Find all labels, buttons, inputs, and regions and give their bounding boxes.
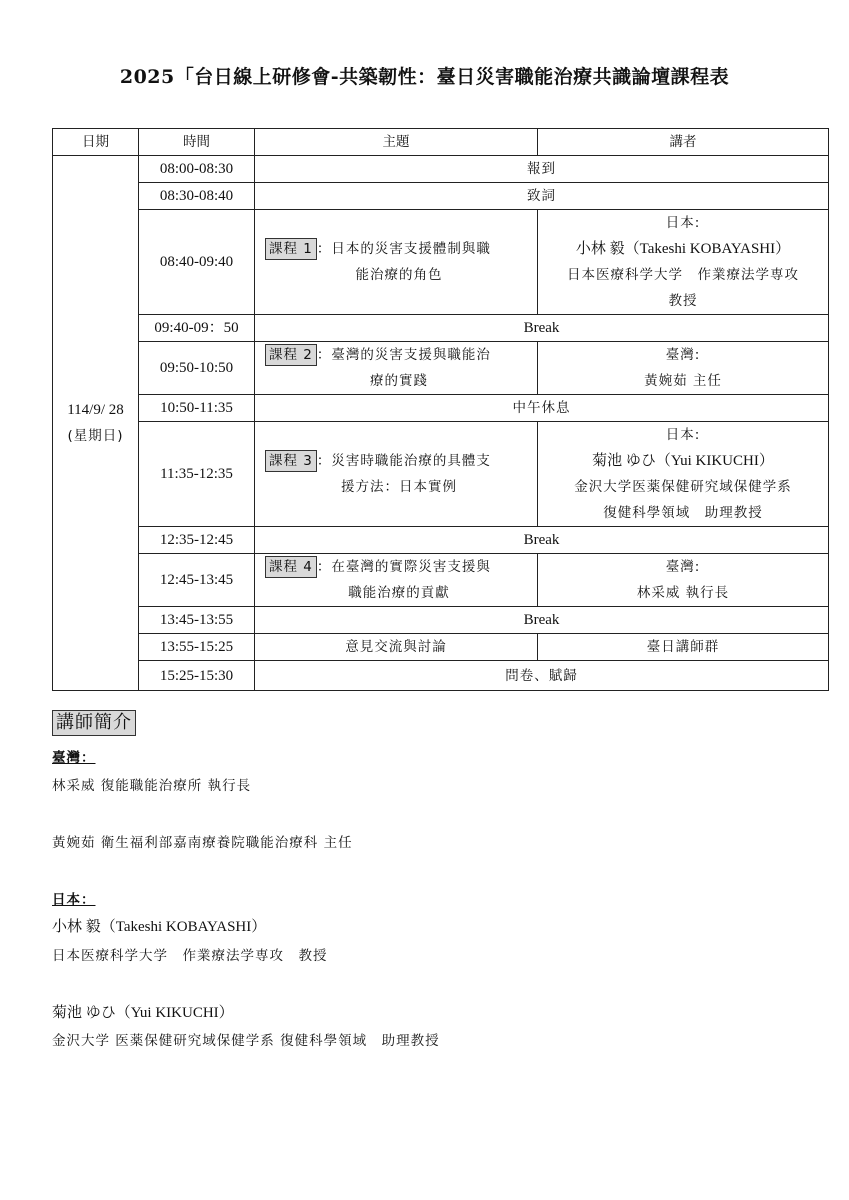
topic-line1: ：在臺灣的實際災害支援與 xyxy=(316,559,491,575)
span-cell: Break xyxy=(255,527,829,554)
table-row xyxy=(53,156,829,183)
speaker-country: 臺灣: xyxy=(665,559,701,575)
speaker-name: 小林 毅（Takeshi KOBAYASHI） xyxy=(575,241,791,257)
speaker-country: 日本: xyxy=(665,427,701,443)
bio-region-japan: 日本： xyxy=(52,892,96,908)
bio-entry-affiliation: 日本医療科学大学 作業療法学専攻 教授 xyxy=(52,948,328,964)
speaker-cell xyxy=(538,554,829,607)
time-cell: 12:35-12:45 xyxy=(139,527,255,554)
weekday-value: (星期日) xyxy=(67,428,124,444)
time-cell: 12:45-13:45 xyxy=(139,554,255,607)
course-tag: 課程 2 xyxy=(265,344,317,366)
time-cell: 08:30-08:40 xyxy=(139,183,255,210)
course-tag: 課程 1 xyxy=(265,238,317,260)
date-value: 114/9/ 28 xyxy=(67,402,124,418)
table-row xyxy=(53,342,829,395)
date-cell xyxy=(53,156,139,691)
topic-line1: ：災害時職能治療的具體支 xyxy=(316,453,491,469)
span-cell: 致詞 xyxy=(255,183,829,210)
topic-line2: 療的實踐 xyxy=(370,373,428,389)
topic-line2: 職能治療的貢獻 xyxy=(348,585,450,601)
topic-cell xyxy=(255,554,538,607)
table-row xyxy=(53,183,829,210)
header-time: 時間 xyxy=(139,129,255,156)
table-row xyxy=(53,607,829,634)
header-speaker: 講者 xyxy=(538,129,829,156)
topic-cell xyxy=(255,342,538,395)
speaker-affiliation: 日本医療科学大学 作業療法学専攻 xyxy=(567,267,799,283)
table-row xyxy=(53,422,829,527)
time-cell: 10:50-11:35 xyxy=(139,395,255,422)
time-cell: 13:45-13:55 xyxy=(139,607,255,634)
table-row xyxy=(53,315,829,342)
bio-name: 小林 毅（Takeshi KOBAYASHI） xyxy=(52,919,267,935)
bio-heading: 講師簡介 xyxy=(52,710,136,736)
course-tag: 課程 4 xyxy=(265,556,317,578)
speaker-country: 臺灣: xyxy=(665,347,701,363)
speaker-affiliation: 金沢大学医薬保健研究域保健学系 xyxy=(574,479,792,495)
bio-entry-affiliation: 金沢大学 医薬保健研究域保健学系 復健科學領域 助理教授 xyxy=(52,1033,440,1049)
speaker-cell: 臺日講師群 xyxy=(538,634,829,661)
speaker-cell xyxy=(538,342,829,395)
header-date: 日期 xyxy=(53,129,139,156)
time-cell: 11:35-12:35 xyxy=(139,422,255,527)
table-row xyxy=(53,210,829,315)
table-row xyxy=(53,527,829,554)
span-cell: 報到 xyxy=(255,156,829,183)
table-row xyxy=(53,634,829,661)
span-cell: 中午休息 xyxy=(255,395,829,422)
course-tag: 課程 3 xyxy=(265,450,317,472)
topic-line2: 援方法：日本實例 xyxy=(341,479,457,495)
speaker-title: 復健科學領域 助理教授 xyxy=(603,505,763,521)
bio-entry: 黃婉茹 衛生福利部嘉南療養院職能治療科 主任 xyxy=(52,835,353,851)
bio-name: 菊池 ゆひ（Yui KIKUCHI） xyxy=(52,1005,234,1021)
bio-entry-name xyxy=(52,1001,234,1022)
time-cell: 09:40-09：50 xyxy=(139,315,255,342)
topic-cell xyxy=(255,210,538,315)
speaker-cell xyxy=(538,422,829,527)
speaker-country: 日本: xyxy=(665,215,701,231)
speaker-name: 林采威 執行長 xyxy=(636,585,730,601)
table-row xyxy=(53,661,829,691)
topic-cell: 意見交流與討論 xyxy=(255,634,538,661)
span-cell: Break xyxy=(255,607,829,634)
bio-entry: 林采威 復能職能治療所 執行長 xyxy=(52,778,252,794)
bio-entry-name xyxy=(52,915,266,936)
topic-line1: ：臺灣的災害支援與職能治 xyxy=(316,347,491,363)
time-cell: 13:55-15:25 xyxy=(139,634,255,661)
topic-line1: ：日本的災害支援體制與職 xyxy=(316,241,491,257)
speaker-title: 教授 xyxy=(668,293,698,309)
time-cell: 08:00-08:30 xyxy=(139,156,255,183)
schedule-table xyxy=(52,128,829,691)
speaker-name: 菊池 ゆひ（Yui KIKUCHI） xyxy=(592,453,774,469)
page-title: 2025「台日線上研修會-共築韌性：臺日災害職能治療共識論壇課程表 xyxy=(119,66,730,88)
speaker-cell xyxy=(538,210,829,315)
table-row xyxy=(53,395,829,422)
header-topic: 主題 xyxy=(255,129,538,156)
span-cell: 問卷、賦歸 xyxy=(255,661,829,691)
time-cell: 09:50-10:50 xyxy=(139,342,255,395)
time-cell: 08:40-09:40 xyxy=(139,210,255,315)
topic-cell xyxy=(255,422,538,527)
time-cell: 15:25-15:30 xyxy=(139,661,255,691)
span-cell: Break xyxy=(255,315,829,342)
table-header-row xyxy=(53,129,829,156)
table-row xyxy=(53,554,829,607)
topic-line2: 能治療的角色 xyxy=(355,267,443,283)
speaker-name: 黃婉茹 主任 xyxy=(644,373,722,389)
bio-region-taiwan: 臺灣： xyxy=(52,750,96,766)
